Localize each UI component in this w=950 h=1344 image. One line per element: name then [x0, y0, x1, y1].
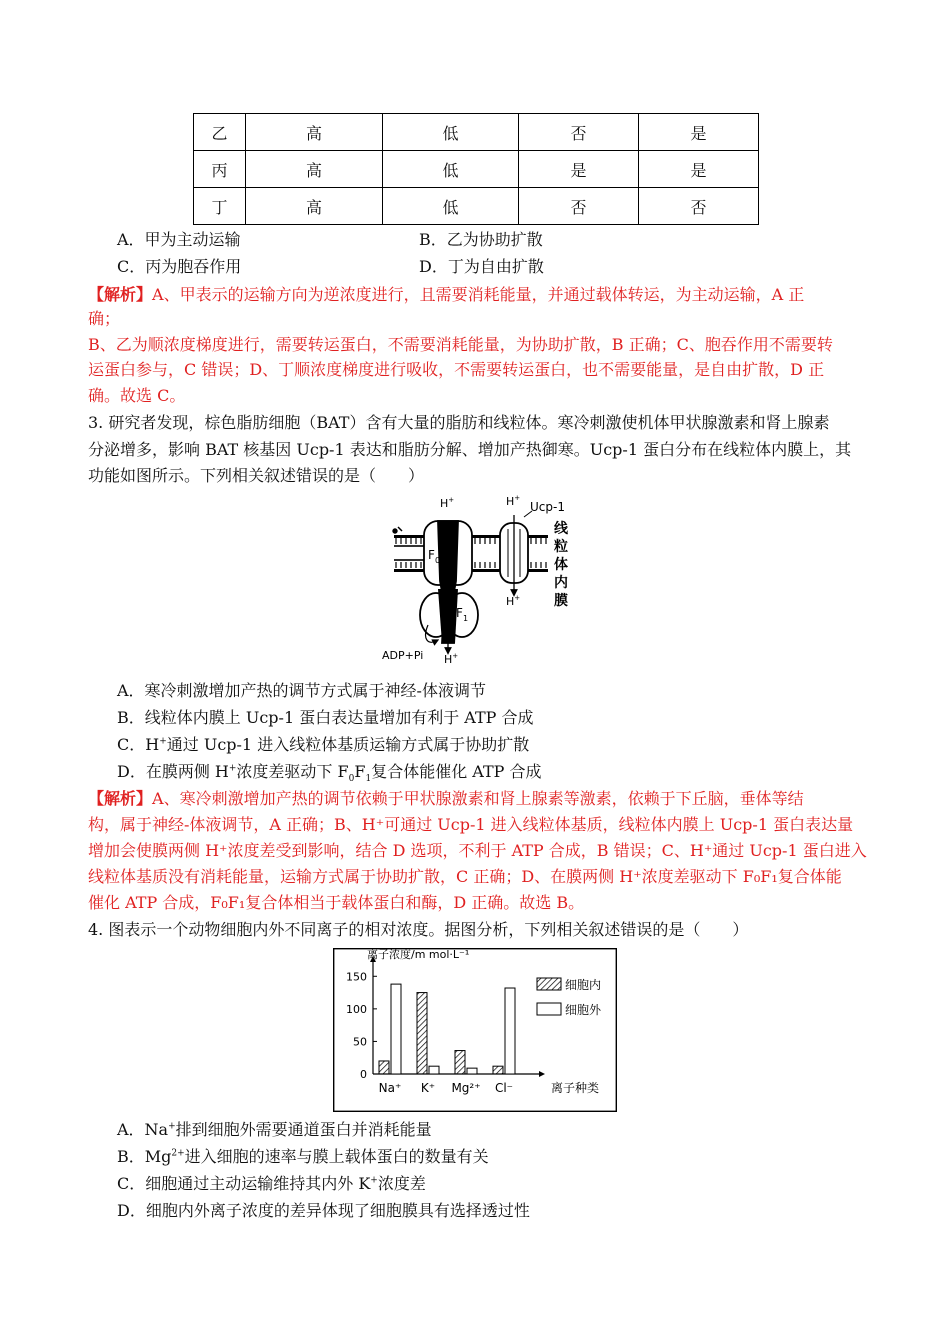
lipid-bilayer-left [393, 527, 424, 572]
h-plus-top-synthase: H+ [440, 496, 455, 510]
q2-option-d: D．丁为自由扩散 [419, 257, 544, 276]
q2-analysis-line: 运蛋白参与，C 错误；D、丁顺浓度梯度进行吸收，不需要转运蛋白，也不需要能量，是自由扩散，D 正 [88, 360, 825, 379]
q4-stem: 4. 图表示一个动物细胞内外不同离子的相对浓度。据图分析，下列相关叙述错误的是（ ） [88, 920, 749, 939]
transport-table [193, 113, 759, 225]
q3-option-b: B．线粒体内膜上 Ucp-1 蛋白表达量增加有利于 ATP 合成 [117, 708, 534, 727]
table-cell: 高 [246, 151, 383, 188]
bar-extracellular [505, 988, 515, 1074]
f1-sub: 1 [463, 614, 469, 623]
table-row [194, 114, 759, 151]
q3-option-c: C．H+通过 Ucp-1 进入线粒体基质运输方式属于协助扩散 [117, 735, 530, 754]
table-cell: 丙 [194, 151, 246, 188]
table-cell: 低 [383, 188, 519, 225]
legend-label: 细胞内 [565, 978, 602, 992]
q3-stem-line: 3. 研究者发现，棕色脂肪细胞（BAT）含有大量的脂肪和线粒体。寒冷刺激使机体甲状腺激素和肾上腺素 [88, 413, 830, 432]
y-tick-label: 100 [346, 1002, 367, 1016]
ion-concentration-chart [333, 948, 617, 1112]
q3-stem-line: 功能如图所示。下列相关叙述错误的是（ ） [88, 466, 425, 485]
q2-option-b: B．乙为协助扩散 [419, 230, 543, 249]
table-cell: 否 [519, 114, 639, 151]
table-row [194, 151, 759, 188]
q4-option-d: D．细胞内外离子浓度的差异体现了细胞膜具有选择透过性 [117, 1201, 530, 1220]
h-plus-bottom-synthase: H+ [444, 652, 459, 666]
table-cell: 丁 [194, 188, 246, 225]
q4-option-c: C．细胞通过主动运输维持其内外 K+浓度差 [117, 1174, 426, 1193]
table-cell: 低 [383, 151, 519, 188]
membrane-label-char: 体 [554, 557, 568, 573]
x-tick-label: Na⁺ [378, 1081, 402, 1095]
q3-analysis-line [88, 786, 804, 812]
q3-analysis-line: 催化 ATP 合成，F₀F₁复合体相当于载体蛋白和酶，D 正确。故选 B。 [88, 893, 585, 912]
x-tick-label: K⁺ [420, 1081, 436, 1095]
table-cell: 乙 [194, 114, 246, 151]
q2-analysis-line: 确； [88, 309, 121, 328]
q4-option-b: B．$Mg^{2+}$进入细胞的速率与膜上载体蛋白的数量有关 [117, 1147, 489, 1166]
q3-option-d: D．在膜两侧 H+浓度差驱动下 $F_0F_1$复合体能催化 ATP 合成 [117, 762, 542, 785]
analysis-label: 【解析】 [88, 285, 153, 304]
bar-extracellular [429, 1066, 439, 1074]
analysis-text: A、寒冷刺激增加产热的调节依赖于甲状腺激素和肾上腺素等激素，依赖于下丘脑，垂体等结 [152, 789, 804, 808]
bar-intracellular [417, 993, 427, 1074]
atp-synthase [420, 521, 478, 643]
y-tick-label: 150 [346, 970, 367, 984]
legend-label: 细胞外 [565, 1003, 602, 1017]
y-tick-label: 0 [360, 1068, 367, 1081]
table-cell: 高 [246, 188, 383, 225]
table-cell: 是 [639, 114, 759, 151]
q3-analysis-line: 构，属于神经-体液调节，A 正确；B、H⁺可通过 Ucp-1 进入线粒体基质，线粒体内膜上 Ucp-1 蛋白表达量 [88, 815, 854, 834]
f0-sub: 0 [435, 556, 441, 565]
table-row [194, 188, 759, 225]
ucp1-label: Ucp-1 [530, 500, 565, 514]
legend-swatch [537, 1003, 561, 1015]
membrane-label-char: 膜 [554, 593, 568, 609]
bar-intracellular [455, 1051, 465, 1074]
table-cell: 高 [246, 114, 383, 151]
q2-analysis-line [88, 282, 804, 308]
x-axis-label: 离子种类 [551, 1081, 600, 1095]
lipid-bilayer-middle [472, 535, 500, 572]
q3-stem-line: 分泌增多，影响 BAT 核基因 Ucp-1 表达和脂肪分解、增加产热御寒。Ucp-1 蛋白分布在线粒体内膜上，其 [88, 440, 852, 459]
bar-intracellular [493, 1066, 503, 1074]
membrane-label-char: 线 [554, 521, 568, 537]
analysis-text: A、甲表示的运输方向为逆浓度进行，且需要消耗能量，并通过载体转运，为主动运输，A 正 [152, 285, 805, 304]
f1-label: F [456, 606, 463, 620]
h-plus-bottom-ucp: H+ [506, 594, 521, 608]
table-cell: 是 [519, 151, 639, 188]
q3-analysis-line: 线粒体基质没有消耗能量，运输方式属于协助扩散，C 正确；D、在膜两侧 H⁺浓度差驱动下 F₀F₁复合体能 [88, 867, 842, 886]
table-cell: 低 [383, 114, 519, 151]
table-cell: 是 [639, 151, 759, 188]
analysis-label: 【解析】 [88, 789, 153, 808]
membrane-label-char: 粒 [554, 539, 568, 555]
bar-extracellular [467, 1068, 477, 1074]
y-axis-label: 离子浓度/m mol·L⁻¹ [367, 948, 470, 961]
y-tick-label: 50 [353, 1035, 367, 1049]
membrane-label-char: 内 [554, 575, 568, 591]
bar-extracellular [391, 984, 401, 1074]
h-plus-top-ucp: H+ [506, 494, 521, 508]
table-cell: 否 [639, 188, 759, 225]
f0-label: F [428, 548, 435, 562]
q2-analysis-line: 确。故选 C。 [88, 386, 186, 405]
adp-pi-label: ADP+Pi [382, 649, 424, 662]
q2-analysis-line: B、乙为顺浓度梯度进行，需要转运蛋白，不需要消耗能量，为协助扩散，B 正确；C、胞吞作用不需要转 [88, 335, 833, 354]
legend-swatch [537, 978, 561, 990]
q2-option-c: C．丙为胞吞作用 [117, 257, 242, 276]
lipid-bilayer-right [528, 535, 548, 572]
ucp1-protein [500, 515, 528, 593]
x-tick-label: Cl⁻ [494, 1081, 514, 1095]
q3-option-a: A．寒冷刺激增加产热的调节方式属于神经-体液调节 [117, 681, 486, 700]
q2-option-a: A．甲为主动运输 [117, 230, 241, 249]
q3-analysis-line: 增加会使膜两侧 H⁺浓度差受到影响，结合 D 选项，不利于 ATP 合成，B 错误；C、H⁺通过 Ucp-1 蛋白进入 [88, 841, 867, 860]
bar-intracellular [379, 1061, 389, 1074]
table-cell: 否 [519, 188, 639, 225]
x-tick-label: Mg²⁺ [451, 1081, 481, 1095]
mito-membrane-figure [382, 493, 582, 668]
q4-option-a: A．Na+排到细胞外需要通道蛋白并消耗能量 [117, 1120, 432, 1139]
